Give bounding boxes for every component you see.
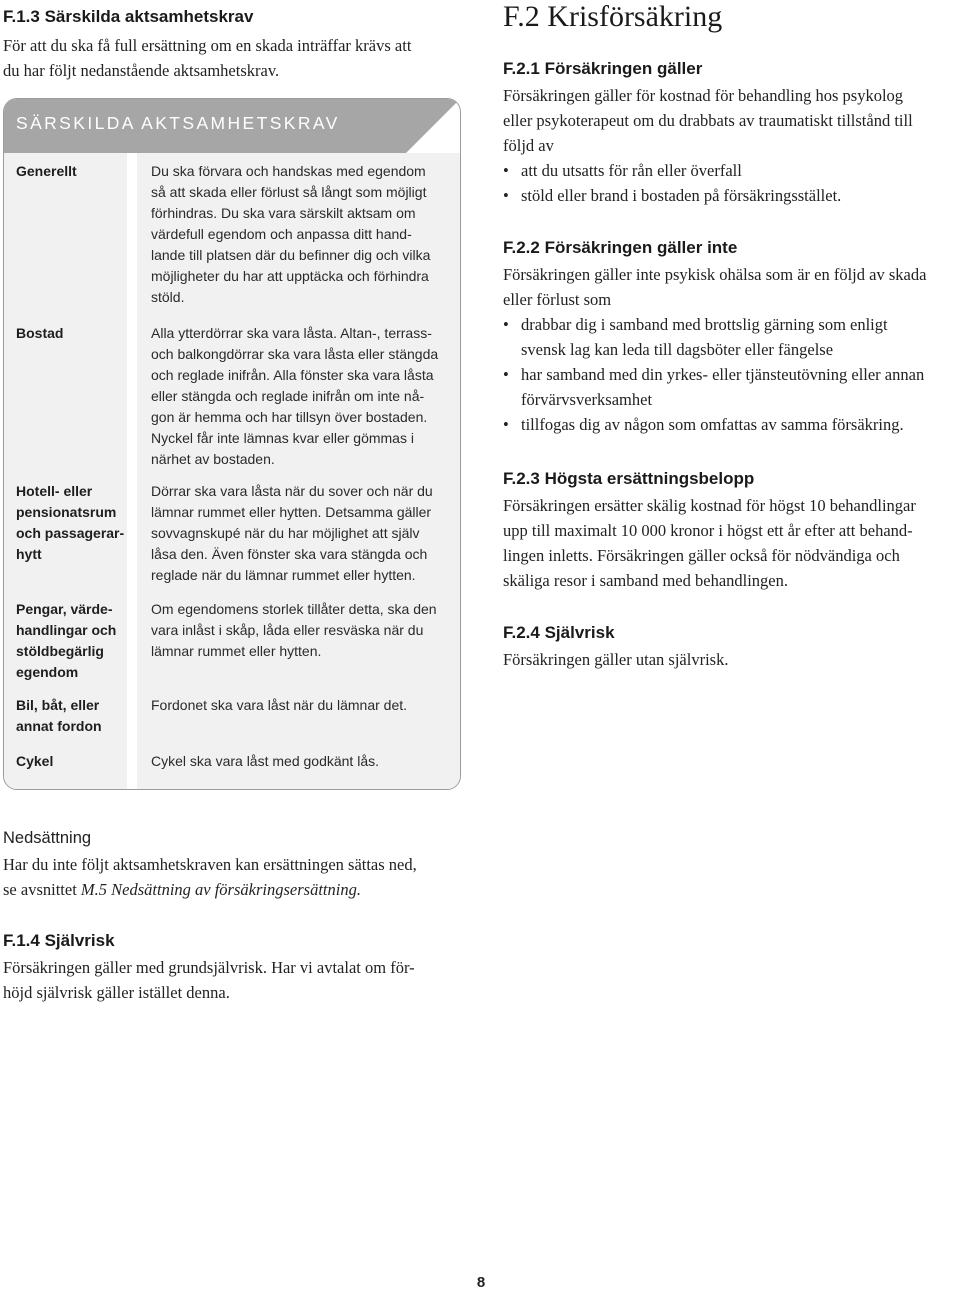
row-label-bostad <box>4 315 127 473</box>
list-item <box>503 183 958 208</box>
row-text-line: lämnar rummet eller hytten. <box>151 643 322 659</box>
row-text-bil <box>137 687 460 743</box>
row-text-line: närhet av bostaden. <box>151 451 275 467</box>
row-label-line: och passagerar- <box>16 525 125 541</box>
f22-bullets <box>503 312 958 437</box>
row-text-line: möjligheter du har att upptäcka och förhindra <box>151 268 429 284</box>
row-label-pengar <box>4 591 127 687</box>
f14-line: Försäkringen gäller med grundsjälvrisk. Har vi avtalat om för- <box>3 958 415 977</box>
f13-intro <box>3 33 459 83</box>
f24-text <box>503 647 958 672</box>
row-label-line: Generellt <box>16 163 77 179</box>
row-label-line: handlingar och <box>16 622 117 638</box>
list-item <box>503 362 958 412</box>
heading-f24: F.2.4 Självrisk <box>503 623 615 642</box>
nedsattning-text <box>3 852 459 902</box>
f14-line: höjd självrisk gäller istället denna. <box>3 983 230 1002</box>
row-text-line: så att skada eller förlust så långt som möjligt <box>151 184 427 200</box>
nedsattning-reference: M.5 Nedsättning av försäkringsersättning. <box>80 880 361 899</box>
row-text-line: Dörrar ska vara låsta när du sover och när du <box>151 483 433 499</box>
row-label-line: Hotell- eller <box>16 483 93 499</box>
row-text-line: Du ska förvara och handskas med egendom <box>151 163 426 179</box>
f21-line: följd av <box>503 136 554 155</box>
page-title: F.2 Krisförsäkring <box>503 0 723 33</box>
list-item <box>503 158 958 183</box>
row-text-bostad <box>137 315 460 473</box>
row-text-line: och reglade inifrån. Alla fönster ska vara låsta <box>151 367 434 383</box>
table-title: SÄRSKILDA AKTSAMHETSKRAV <box>16 113 340 133</box>
f21-line: Försäkringen gäller för kostnad för behandling hos psykolog <box>503 86 904 105</box>
nedsattning-line: Har du inte följt aktsamhetskraven kan ersättningen sättas ned, <box>3 855 417 874</box>
row-label-line: egendom <box>16 664 79 680</box>
row-text-line: Om egendomens storlek tillåter detta, ska den <box>151 601 437 617</box>
row-label-line: Bostad <box>16 325 64 341</box>
row-label-bil <box>4 687 127 743</box>
row-label-cykel <box>4 743 127 789</box>
row-text-line: förhindras. Du ska vara särskilt aktsam om <box>151 205 416 221</box>
heading-f14: F.1.4 Självrisk <box>3 931 115 950</box>
heading-f21: F.2.1 Försäkringen gäller <box>503 59 703 78</box>
row-text-line: sovvagnskupé när du har möjlighet att själv <box>151 525 420 541</box>
row-text-line: lämnar rummet eller hytten. Detsamma gäller <box>151 504 432 520</box>
f22-text <box>503 262 958 312</box>
row-text-cykel <box>137 743 460 789</box>
row-text-line: Alla ytterdörrar ska vara låsta. Altan-, terrass- <box>151 325 432 341</box>
list-item-line: förvärvsverksamhet <box>521 390 653 409</box>
list-item-line: • att du utsatts för rån eller överfall <box>521 161 742 180</box>
row-text-hotell <box>137 473 460 591</box>
heading-f23: F.2.3 Högsta ersättningsbelopp <box>503 469 755 488</box>
row-text-pengar <box>137 591 460 687</box>
row-label-generellt <box>4 153 127 319</box>
nedsattning-line-prefix: se avsnittet <box>3 880 81 899</box>
heading-f22: F.2.2 Försäkringen gäller inte <box>503 238 738 257</box>
section-f24 <box>503 622 958 672</box>
f23-text <box>503 493 958 593</box>
list-item-line: • stöld eller brand i bostaden på försäkringsstället. <box>521 186 842 205</box>
row-label-line: Bil, båt, eller <box>16 697 100 713</box>
row-text-line: lande till platsen där du befinner dig och vilka <box>151 247 431 263</box>
row-text-line: vara inlåst i skåp, låda eller resväska när du <box>151 622 424 638</box>
row-text-line: stöld. <box>151 289 185 305</box>
row-label-hotell <box>4 473 127 591</box>
row-text-line: eller stängda och reglade inifrån om inte nå- <box>151 388 425 404</box>
row-text-line: låsa den. Även fönster ska vara stängda och <box>151 546 428 562</box>
row-text-generellt <box>137 153 460 319</box>
heading-f13: F.1.3 Särskilda aktsamhetskrav <box>3 7 254 26</box>
row-label-line: hytt <box>16 546 42 562</box>
f23-line: upp till maximalt 10 000 kronor i högst ett år efter att behand- <box>503 521 913 540</box>
right-column <box>503 0 958 669</box>
list-item-line: svensk lag kan leda till dagsböter eller fängelse <box>521 340 834 359</box>
row-label-line: Pengar, värde- <box>16 601 113 617</box>
row-text-line: Cykel ska vara låst med godkänt lås. <box>151 753 379 769</box>
section-f14 <box>3 930 459 1005</box>
section-nedsattning <box>3 826 459 902</box>
f21-text <box>503 83 958 158</box>
section-f22 <box>503 237 958 437</box>
row-text-line: Fordonet ska vara låst när du lämnar det. <box>151 697 408 713</box>
row-label-line: annat fordon <box>16 718 102 734</box>
nedsattning-line <box>3 877 459 902</box>
table-header <box>4 99 460 153</box>
f13-intro-line: du har följt nedanstående aktsamhetskrav. <box>3 61 280 80</box>
section-f13 <box>3 6 459 83</box>
row-label-line: stöldbegärlig <box>16 643 104 659</box>
row-text-line: gon är hemma och har tillsyn över bostaden. <box>151 409 428 425</box>
f21-bullets <box>503 158 958 208</box>
list-item <box>503 312 958 362</box>
f13-intro-line: För att du ska få full ersättning om en skada inträffar krävs att <box>3 36 412 55</box>
row-text-line: och balkongdörrar ska vara låsta eller stängda <box>151 346 439 362</box>
list-item-line: • drabbar dig i samband med brottslig gärning som enligt <box>521 315 888 334</box>
f21-line: eller psykoterapeut om du drabbats av traumatiskt tillstånd till <box>503 111 913 130</box>
row-text-line: reglade när du lämnar rummet eller hytten. <box>151 567 416 583</box>
list-item <box>503 412 958 437</box>
page-number: 8 <box>476 1274 486 1291</box>
f22-line: Försäkringen gäller inte psykisk ohälsa som är en följd av skada <box>503 265 927 284</box>
row-label-line: Cykel <box>16 753 54 769</box>
f14-text <box>3 955 459 1005</box>
nedsattning-heading: Nedsättning <box>3 829 92 847</box>
f23-line: lingen inletts. Försäkringen gäller också för nödvändiga och <box>503 546 900 565</box>
f23-line: Försäkringen ersätter skälig kostnad för högst 10 behandlingar <box>503 496 916 515</box>
section-f23 <box>503 468 958 593</box>
f24-line: Försäkringen gäller utan självrisk. <box>503 650 729 669</box>
row-label-line: pensionatsrum <box>16 504 117 520</box>
aktsamhet-table <box>3 98 461 790</box>
f22-line: eller förlust som <box>503 290 612 309</box>
list-item-line: • tillfogas dig av någon som omfattas av samma försäkring. <box>521 415 904 434</box>
list-item-line: • har samband med din yrkes- eller tjänsteutövning eller annan <box>521 365 925 384</box>
f23-line: skäliga resor i samband med behandlingen. <box>503 571 789 590</box>
row-text-line: Nyckel får inte lämnas kvar eller gömmas i <box>151 430 414 446</box>
row-text-line: värdefull egendom och anpassa ditt hand- <box>151 226 412 242</box>
section-f21 <box>503 58 958 208</box>
